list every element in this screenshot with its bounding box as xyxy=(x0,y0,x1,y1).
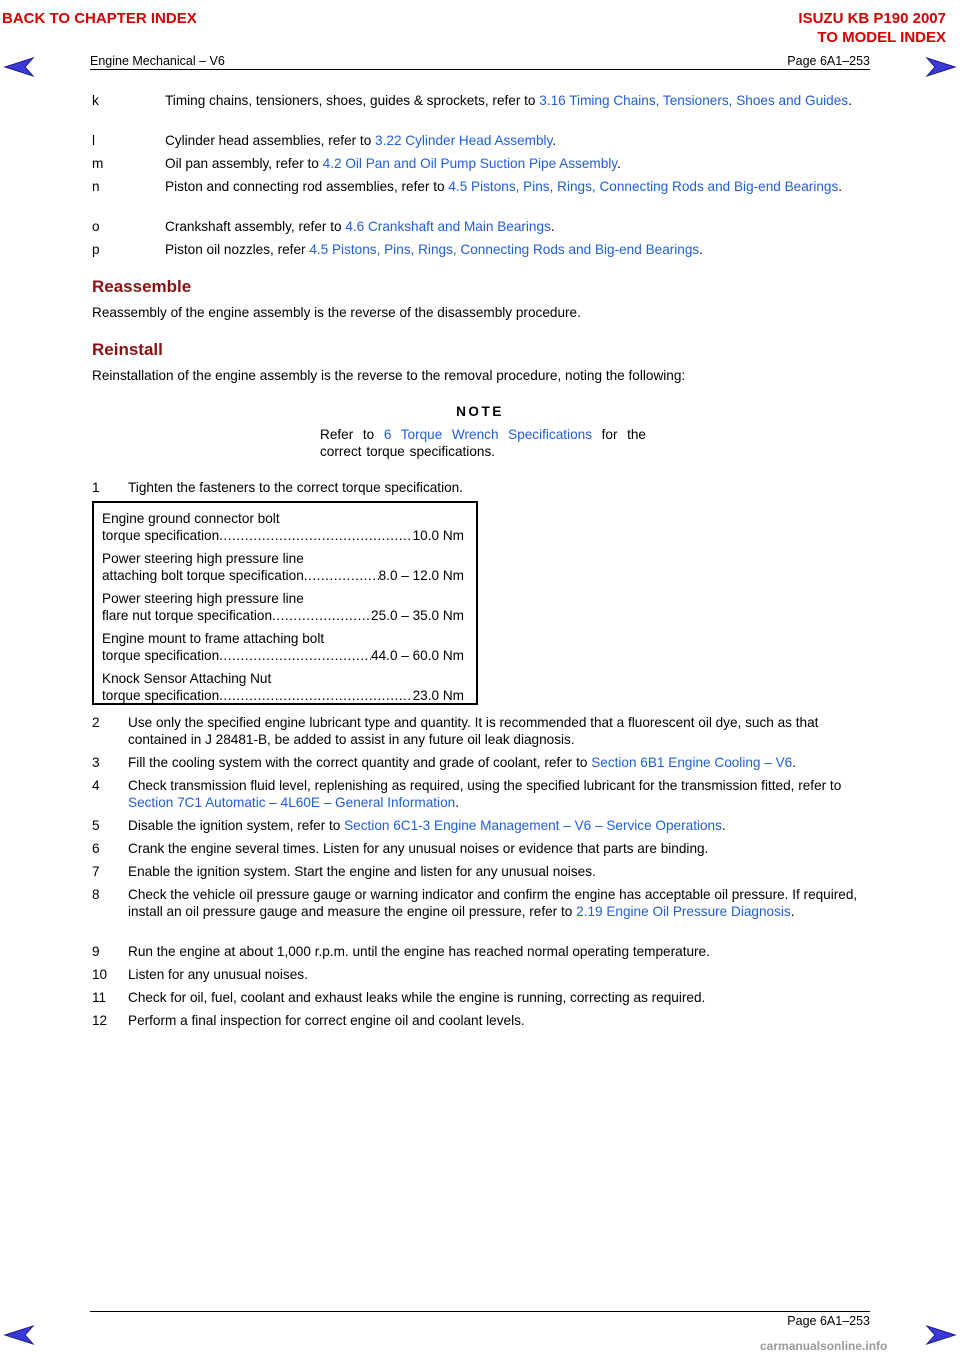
item-text: Crankshaft assembly, refer to xyxy=(165,219,346,234)
spec-value: 25.0 – 35.0 Nm xyxy=(371,608,464,623)
reinstall-heading: Reinstall xyxy=(92,340,163,359)
step-text: Perform a final inspection for correct engine oil and coolant levels. xyxy=(128,1013,525,1028)
item-letter: m xyxy=(92,156,104,171)
step-text: Check the vehicle oil pressure gauge or warning indicator and confirm the engine has acceptable oil pressure. If required, install an oil pressure gauge and measure the engine oil pressure, refer to xyxy=(128,887,858,919)
ref-link-pistons[interactable]: 4.5 Pistons, Pins, Rings, Connecting Rods and Big-end Bearings xyxy=(448,179,839,194)
note-text-end: for the correct torque specifications. xyxy=(320,427,646,459)
step-text: Run the engine at about 1,000 r.p.m. until the engine has reached normal operating temperature. xyxy=(128,944,710,959)
spec-label: torque specification xyxy=(102,648,220,663)
spec-label: torque specification xyxy=(102,528,220,543)
prev-page-arrow-bottom-icon[interactable] xyxy=(3,1324,39,1346)
spec-name: Power steering high pressure line xyxy=(102,551,304,566)
item-text-end: . xyxy=(699,242,704,257)
back-to-chapter-index-link[interactable]: BACK TO CHAPTER INDEX xyxy=(2,10,197,27)
spec-label: attaching bolt torque specification xyxy=(102,568,304,583)
step-text-end: . xyxy=(792,755,796,770)
item-text: Oil pan assembly, refer to xyxy=(165,156,323,171)
item-letter: k xyxy=(92,93,99,108)
leader-dots xyxy=(219,527,412,544)
spec-name: Power steering high pressure line xyxy=(102,591,304,606)
leader-dots xyxy=(219,647,371,664)
spec-value: 23.0 Nm xyxy=(412,688,464,703)
ref-link-pistons-nozzles[interactable]: 4.5 Pistons, Pins, Rings, Connecting Rods and Big-end Bearings xyxy=(309,242,700,257)
ref-link-engine-cooling[interactable]: Section 6B1 Engine Cooling – V6 xyxy=(591,755,793,770)
step-text: Use only the specified engine lubricant type and quantity. It is recommended that a fluorescent oil dye, such as that contained in J 28481-B, be added to assist in any future oil leak diagnosis. xyxy=(128,715,819,747)
item-text: Timing chains, tensioners, shoes, guides & sprockets, refer to xyxy=(165,93,540,108)
step-number: 12 xyxy=(92,1013,108,1028)
model-title: ISUZU KB P190 2007 xyxy=(798,10,946,27)
item-text-end: . xyxy=(838,179,843,194)
step-number: 9 xyxy=(92,944,100,959)
step-text: Check for oil, fuel, coolant and exhaust leaks while the engine is running, correcting as required. xyxy=(128,990,706,1005)
spec-label: flare nut torque specification xyxy=(102,608,273,623)
step-number: 4 xyxy=(92,778,100,793)
reassemble-text: Reassembly of the engine assembly is the reverse of the disassembly procedure. xyxy=(92,305,581,320)
leader-dots xyxy=(304,567,379,584)
step-text-end: . xyxy=(455,795,459,810)
ref-link-oil-pan[interactable]: 4.2 Oil Pan and Oil Pump Suction Pipe Assembly xyxy=(322,156,618,171)
footer-rule xyxy=(90,1311,870,1312)
spec-label: torque specification xyxy=(102,688,220,703)
item-letter: n xyxy=(92,179,100,194)
note-text: Refer to xyxy=(320,427,384,442)
leader-dots xyxy=(272,607,371,624)
item-text: Cylinder head assemblies, refer to xyxy=(165,133,376,148)
to-model-index-link[interactable]: TO MODEL INDEX xyxy=(817,29,946,46)
step-number: 7 xyxy=(92,864,100,879)
step-text: Crank the engine several times. Listen for any unusual noises or evidence that parts are binding. xyxy=(128,841,709,856)
torque-spec-row xyxy=(102,630,464,664)
item-text: Piston and connecting rod assemblies, refer to xyxy=(165,179,449,194)
step-number: 8 xyxy=(92,887,100,902)
leader-dots xyxy=(219,687,412,704)
item-text: Piston oil nozzles, refer xyxy=(165,242,310,257)
reassemble-heading: Reassemble xyxy=(92,277,192,296)
item-text-end: . xyxy=(552,133,557,148)
ref-link-engine-management[interactable]: Section 6C1-3 Engine Management – V6 – Service Operations xyxy=(344,818,722,833)
torque-spec-row xyxy=(102,510,464,544)
item-letter: l xyxy=(92,133,96,148)
watermark: carmanualsonline.info xyxy=(760,1339,888,1353)
footer-page-number: Page 6A1–253 xyxy=(787,1314,870,1328)
step-text: Check transmission fluid level, replenishing as required, using the specified lubricant for the transmission fitted, refer to xyxy=(128,778,842,793)
ref-link-cylinder-head[interactable]: 3.22 Cylinder Head Assembly xyxy=(375,133,553,148)
torque-spec-row xyxy=(102,550,464,584)
header-rule xyxy=(90,69,870,70)
step-number: 10 xyxy=(92,967,108,982)
ref-link-oil-pressure-diagnosis[interactable]: 2.19 Engine Oil Pressure Diagnosis xyxy=(576,904,791,919)
step-text-end: . xyxy=(721,818,726,833)
step-text: Disable the ignition system, refer to xyxy=(128,818,345,833)
item-text-end: . xyxy=(617,156,621,171)
spec-value: 8.0 – 12.0 Nm xyxy=(378,568,464,583)
step-text: Fill the cooling system with the correct quantity and grade of coolant, refer to xyxy=(128,755,592,770)
step-number: 1 xyxy=(92,480,100,495)
torque-spec-row xyxy=(102,670,464,704)
next-page-arrow-bottom-icon[interactable] xyxy=(921,1324,957,1346)
step-text: Enable the ignition system. Start the engine and listen for any unusual noises. xyxy=(128,864,596,879)
item-letter: o xyxy=(92,219,100,234)
ref-link-crankshaft[interactable]: 4.6 Crankshaft and Main Bearings xyxy=(345,219,551,234)
spec-value: 44.0 – 60.0 Nm xyxy=(371,648,464,663)
spec-name: Engine ground connector bolt xyxy=(102,511,280,526)
step-text: Tighten the fasteners to the correct torque specification. xyxy=(128,480,463,495)
header-section-title: Engine Mechanical – V6 xyxy=(90,54,225,68)
next-page-arrow-icon[interactable] xyxy=(921,56,957,78)
ref-link-torque-specs[interactable]: 6 Torque Wrench Specifications xyxy=(383,427,592,442)
step-text: Listen for any unusual noises. xyxy=(128,967,308,982)
item-text-end: . xyxy=(848,93,852,108)
step-number: 6 xyxy=(92,841,100,856)
item-letter: p xyxy=(92,242,100,257)
spec-name: Knock Sensor Attaching Nut xyxy=(102,671,272,686)
ref-link-timing-chains[interactable]: 3.16 Timing Chains, Tensioners, Shoes and Guides xyxy=(539,93,849,108)
step-number: 3 xyxy=(92,755,100,770)
ref-link-automatic-transmission[interactable]: Section 7C1 Automatic – 4L60E – General Information xyxy=(128,795,456,810)
note-title: NOTE xyxy=(456,404,504,419)
spec-value: 10.0 Nm xyxy=(412,528,464,543)
step-number: 5 xyxy=(92,818,100,833)
spec-name: Engine mount to frame attaching bolt xyxy=(102,631,325,646)
reinstall-text: Reinstallation of the engine assembly is the reverse to the removal procedure, noting the following: xyxy=(92,368,686,383)
item-text-end: . xyxy=(550,219,555,234)
header-page-number: Page 6A1–253 xyxy=(787,54,870,68)
step-number: 11 xyxy=(92,990,107,1005)
note-body xyxy=(320,426,646,460)
torque-spec-row xyxy=(102,590,464,624)
torque-spec-box xyxy=(92,501,478,705)
prev-page-arrow-icon[interactable] xyxy=(3,56,39,78)
step-number: 2 xyxy=(92,715,100,730)
step-text-end: . xyxy=(790,904,795,919)
